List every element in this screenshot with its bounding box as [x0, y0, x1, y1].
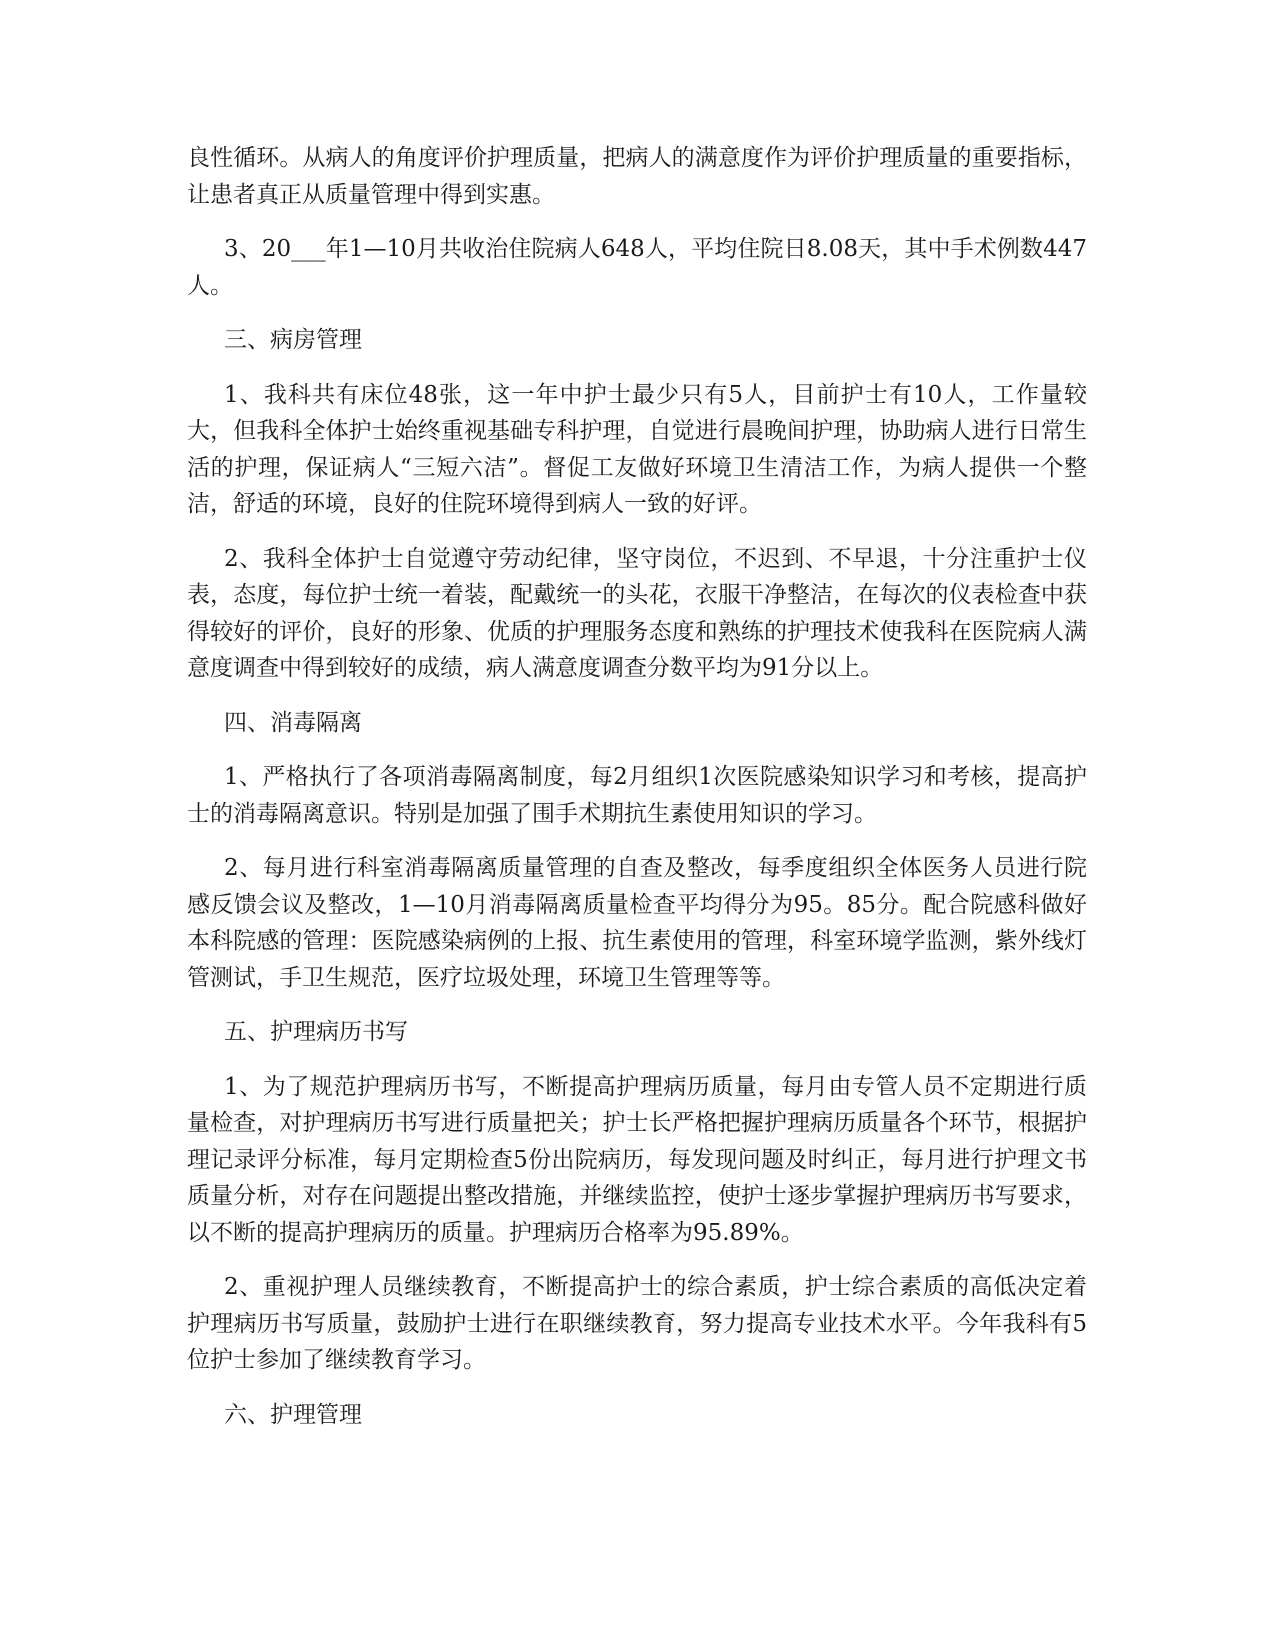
- paragraph-continuation: 良性循环。从病人的角度评价护理质量，把病人的满意度作为评价护理质量的重要指标，让患者真正从质量管理中得到实惠。: [187, 145, 1087, 208]
- document-body: [187, 140, 1087, 1451]
- section-heading-disinfection: 四、消毒隔离: [224, 709, 362, 736]
- section-heading-records: 五、护理病历书写: [224, 1019, 408, 1045]
- paragraph-admissions: 3、20___年1—10月共收治住院病人648人，平均住院日8.08天，其中手术例数447人。: [187, 236, 1087, 299]
- paragraph-records-2: 2、重视护理人员继续教育，不断提高护士的综合素质，护士综合素质的高低决定着护理病历书写质量，鼓励护士进行在职继续教育，努力提高专业技术水平。今年我科有5位护士参加了继续教育学习。: [187, 1274, 1087, 1373]
- paragraph-records-1: 1、为了规范护理病历书写，不断提高护理病历质量，每月由专管人员不定期进行质量检查，对护理病历书写进行质量把关；护士长严格把握护理病历质量各个环节，根据护理记录评分标准，每月定期检查5份出院病历，每发现问题及时纠正，每月进行护理文书质量分析，对存在问题提出整改措施，并继续监控，使护士逐步掌握护理病历书写要求，以不断的提高护理病历的质量。护理病历合格率为95.89%。: [187, 1073, 1087, 1246]
- paragraph-ward-2: 2、我科全体护士自觉遵守劳动纪律，坚守岗位，不迟到、不早退，十分注重护士仪表，态度，每位护士统一着装，配戴统一的头花，衣服干净整洁，在每次的仪表检查中获得较好的评价，良好的形象、优质的护理服务态度和熟练的护理技术使我科在医院病人满意度调查中得到较好的成绩，病人满意度调查分数平均为91分以上。: [187, 545, 1087, 681]
- paragraph-ward-1: 1、我科共有床位48张，这一年中护士最少只有5人，目前护士有10人，工作量较大，但我科全体护士始终重视基础专科护理，自觉进行晨晚间护理，协助病人进行日常生活的护理，保证病人“三短六洁”。督促工友做好环境卫生清洁工作，为病人提供一个整洁，舒适的环境，良好的住院环境得到病人一致的好评。: [187, 381, 1087, 517]
- paragraph-disinfection-1: 1、严格执行了各项消毒隔离制度，每2月组织1次医院感染知识学习和考核，提高护士的消毒隔离意识。特别是加强了围手术期抗生素使用知识的学习。: [187, 764, 1087, 827]
- paragraph-disinfection-2: 2、每月进行科室消毒隔离质量管理的自查及整改，每季度组织全体医务人员进行院感反馈会议及整改，1—10月消毒隔离质量检查平均得分为95。85分。配合院感科做好本科院感的管理：医院感染病例的上报、抗生素使用的管理，科室环境学监测，紫外线灯管测试，手卫生规范，医疗垃圾处理，环境卫生管理等等。: [187, 855, 1087, 991]
- section-heading-ward-management: 三、病房管理: [224, 327, 362, 353]
- section-heading-nursing-management: 六、护理管理: [224, 1401, 362, 1428]
